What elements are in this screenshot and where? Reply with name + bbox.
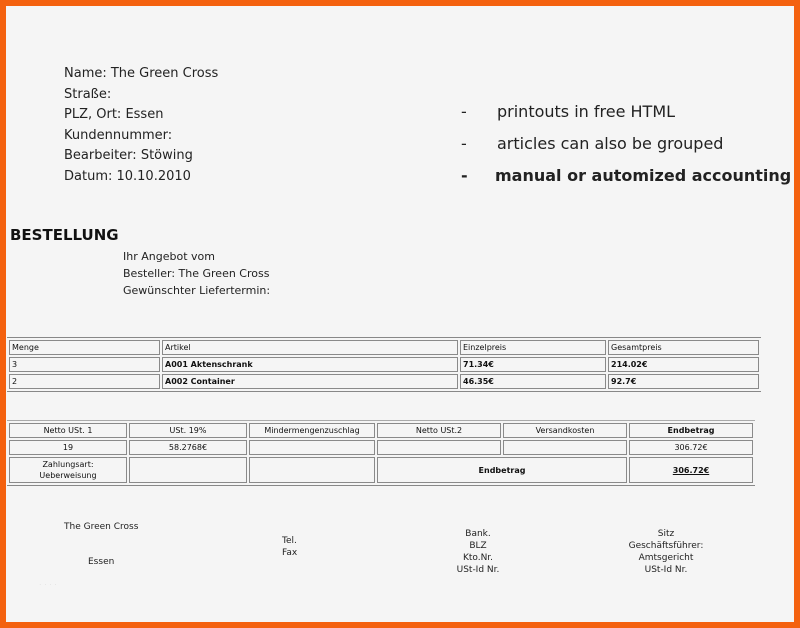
qty-cell: 2 (9, 374, 160, 389)
footer-vat-id2: USt-Id Nr. (644, 565, 688, 575)
items-header-row (9, 340, 759, 355)
header-cell: Artikel (162, 340, 458, 355)
footer-seat: Sitz (657, 529, 675, 539)
empty-cell (249, 457, 375, 483)
totals-header-row (9, 423, 753, 438)
bullet-dash: - (461, 134, 467, 153)
invoice-page (6, 6, 794, 622)
header-cell: Gesamtpreis (608, 340, 759, 355)
order-info (123, 248, 270, 299)
final-amount-label: Endbetrag (377, 457, 627, 483)
customer-block (64, 64, 218, 187)
feature-text: manual or automized accounting (495, 166, 792, 185)
bullet-dash: - (461, 102, 467, 121)
header-cell: Versandkosten (503, 423, 627, 438)
unit-price-cell: 46.35€ (460, 374, 606, 389)
footer-fax: Fax (282, 548, 298, 558)
customer-date: Datum: 10.10.2010 (64, 168, 191, 184)
document-title: BESTELLUNG (10, 226, 119, 244)
bullet-dash: - (461, 166, 468, 185)
footer-legal (626, 528, 706, 576)
footer-tel: Tel. (282, 536, 297, 546)
net-vat2-value (377, 440, 501, 455)
shipping-value (503, 440, 627, 455)
footer-contact (282, 535, 297, 559)
header-cell: Netto USt. 1 (9, 423, 127, 438)
offer-line: Ihr Angebot vom (123, 250, 215, 263)
orderer-line: Besteller: The Green Cross (123, 267, 270, 280)
unit-price-cell: 71.34€ (460, 357, 606, 372)
customer-city: PLZ, Ort: Essen (64, 107, 164, 122)
footer-company (64, 521, 138, 568)
footer-blz: BLZ (469, 541, 487, 551)
payment-value: Ueberweisung (39, 471, 97, 480)
total-price-cell: 92.7€ (608, 374, 759, 389)
watermark: . . . . (39, 578, 57, 587)
payment-label: Zahlungsart: (42, 460, 94, 469)
footer-account: Kto.Nr. (462, 553, 494, 563)
surcharge-value (249, 440, 375, 455)
payment-row (9, 457, 753, 483)
article-cell: A001 Aktenschrank (162, 357, 458, 372)
footer-company-name: The Green Cross (64, 522, 139, 532)
totals-table (7, 420, 755, 486)
customer-name: Name: The Green Cross (64, 66, 219, 81)
empty-cell (129, 457, 247, 483)
footer-bank-name: Bank. (465, 529, 491, 539)
feature-text: articles can also be grouped (497, 134, 724, 153)
vat-value: 58.2768€ (129, 440, 247, 455)
header-cell: Endbetrag (629, 423, 753, 438)
table-row (9, 374, 759, 389)
net-vat1-value: 19 (9, 440, 127, 455)
customer-street: Straße: (64, 86, 112, 102)
header-cell: Mindermengenzuschlag (249, 423, 375, 438)
qty-cell: 3 (9, 357, 160, 372)
header-cell: USt. 19% (129, 423, 247, 438)
header-cell: Einzelpreis (460, 340, 606, 355)
header-cell: Menge (9, 340, 160, 355)
footer-court: Amtsgericht (638, 553, 694, 563)
table-row (9, 357, 759, 372)
feature-text: printouts in free HTML (497, 102, 676, 121)
delivery-line: Gewünschter Liefertermin: (123, 284, 271, 297)
footer-bank (454, 528, 502, 576)
totals-values-row (9, 440, 753, 455)
total-price-cell: 214.02€ (608, 357, 759, 372)
final-amount-value: 306.72€ (629, 457, 753, 483)
payment-cell (9, 457, 127, 483)
footer-manager: Geschäftsführer: (628, 541, 704, 551)
customer-clerk: Bearbeiter: Stöwing (64, 148, 193, 163)
footer-vat-id: USt-Id Nr. (456, 565, 500, 575)
endbetrag-value: 306.72€ (629, 440, 753, 455)
customer-number: Kundennummer: (64, 127, 173, 143)
article-cell: A002 Container (162, 374, 458, 389)
footer-city: Essen (88, 557, 115, 567)
items-table (7, 337, 761, 392)
header-cell: Netto USt.2 (377, 423, 501, 438)
